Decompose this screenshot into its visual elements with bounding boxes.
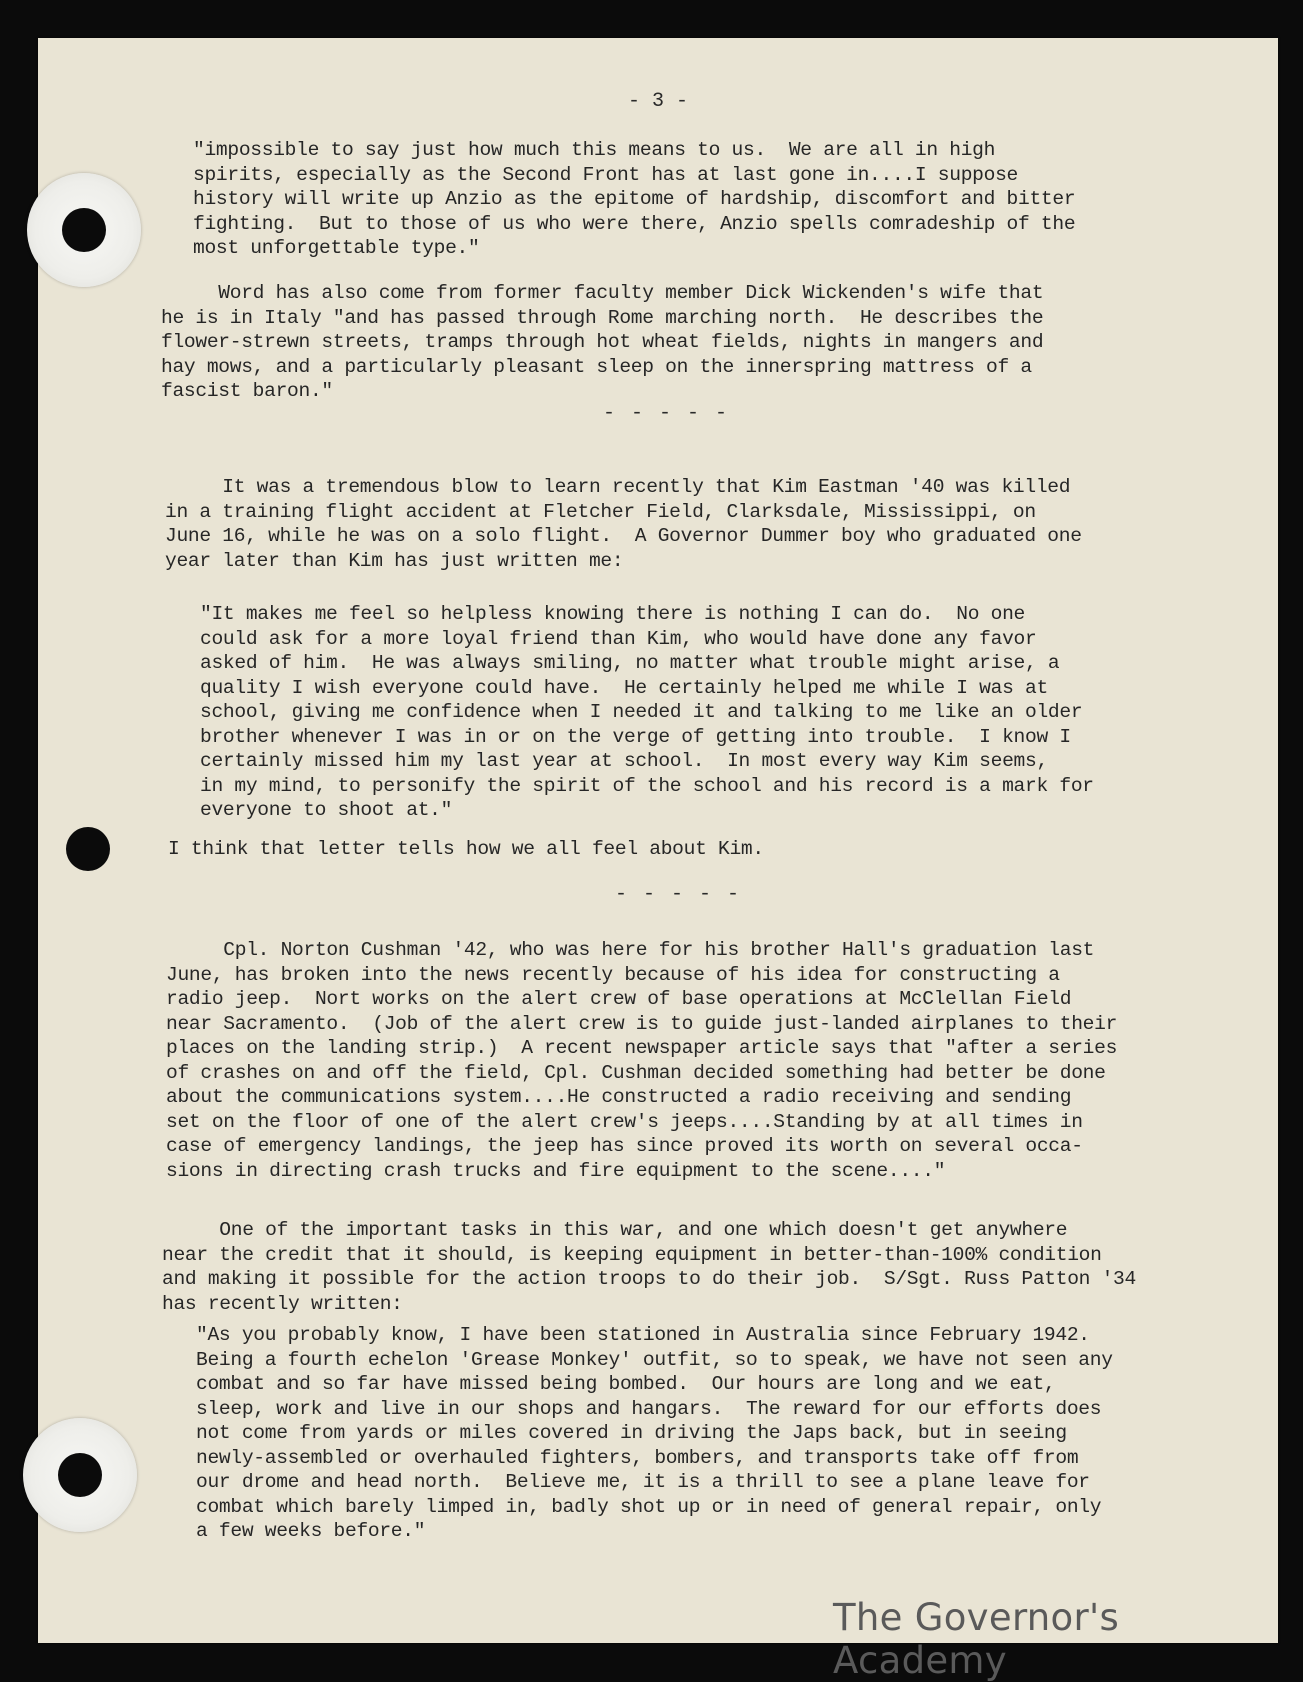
document-page xyxy=(38,38,1278,1682)
text-line: not come from yards or miles covered in driving the Japs back, but in seeing xyxy=(196,1422,1067,1444)
watermark: The Governor's Academy xyxy=(833,1596,1120,1682)
text-line: Being a fourth echelon 'Grease Monkey' outfit, so to speak, we have not seen any xyxy=(196,1348,1113,1371)
paragraph-eastman-letter xyxy=(200,602,1094,823)
paragraph-eastman xyxy=(165,475,1082,573)
paragraph-anzio-quote xyxy=(193,138,1075,261)
text-line: spirits, especially as the Second Front has at last gone in....I suppose xyxy=(193,163,1018,186)
paragraph-cushman xyxy=(166,938,1117,1183)
text-line: fighting. But to those of us who were there, Anzio spells comradeship of the xyxy=(193,212,1076,235)
text-line: case of emergency landings, the jeep has since proved its worth on several occa- xyxy=(166,1135,1083,1157)
text-line: and making it possible for the action troops to do their job. S/Sgt. Russ Patton '34 xyxy=(162,1268,1136,1290)
text-line: One of the important tasks in this war, and one which doesn't get anywhere xyxy=(162,1219,1068,1241)
text-line: quality I wish everyone could have. He certainly helped me while I was at xyxy=(200,676,1048,699)
text-line: It was a tremendous blow to learn recently that Kim Eastman '40 was killed xyxy=(165,476,1071,498)
text-line: fascist baron." xyxy=(161,380,333,402)
text-line: newly-assembled or overhauled fighters, bombers, and transports take off from xyxy=(196,1446,1079,1469)
text-line: brother whenever I was in or on the verge of getting into trouble. I know I xyxy=(200,725,1071,748)
text-line: radio jeep. Nort works on the alert crew of base operations at McClellan Field xyxy=(166,988,1072,1010)
text-line: in a training flight accident at Fletcher Field, Clarksdale, Mississippi, on xyxy=(165,500,1036,523)
text-line: near the credit that it should, is keeping equipment in better-than-100% condition xyxy=(162,1243,1102,1266)
text-line: our drome and head north. Believe me, it is a thrill to see a plane leave for xyxy=(196,1471,1090,1493)
punch-hole xyxy=(58,1453,102,1497)
punch-hole xyxy=(66,827,110,871)
paragraph-closing-kim xyxy=(168,837,764,862)
text-line: "impossible to say just how much this means to us. We are all in high xyxy=(193,139,996,161)
paragraph-wickenden xyxy=(161,281,1043,404)
text-line: Word has also come from former faculty member Dick Wickenden's wife that xyxy=(161,282,1044,304)
text-line: "As you probably know, I have been stationed in Australia since February 1942. xyxy=(196,1324,1090,1346)
text-line: sions in directing crash trucks and fire equipment to the scene...." xyxy=(166,1159,946,1182)
text-line: could ask for a more loyal friend than Kim, who would have done any favor xyxy=(200,627,1037,650)
text-line: about the communications system....He constructed a radio receiving and sending xyxy=(166,1086,1072,1108)
text-line: in my mind, to personify the spirit of the school and his record is a mark for xyxy=(200,774,1094,797)
text-line: most unforgettable type." xyxy=(193,237,480,259)
section-divider: - - - - - xyxy=(615,883,742,906)
text-line: hay mows, and a particularly pleasant sleep on the innerspring mattress of a xyxy=(161,355,1032,378)
text-line: school, giving me confidence when I needed it and talking to me like an older xyxy=(200,701,1083,723)
text-line: I think that letter tells how we all feel about Kim. xyxy=(168,838,764,860)
text-line: "It makes me feel so helpless knowing there is nothing I can do. No one xyxy=(200,603,1025,625)
punch-hole xyxy=(62,208,106,252)
text-line: sleep, work and live in our shops and hangars. The reward for our efforts does xyxy=(196,1397,1102,1420)
text-line: combat and so far have missed being bombed. Our hours are long and we eat, xyxy=(196,1373,1056,1395)
text-line: everyone to shoot at." xyxy=(200,799,453,821)
text-line: combat which barely limped in, badly shot up or in need of general repair, only xyxy=(196,1495,1102,1518)
text-line: history will write up Anzio as the epitome of hardship, discomfort and bitter xyxy=(193,188,1076,210)
text-line: places on the landing strip.) A recent newspaper article says that "after a series xyxy=(166,1037,1118,1059)
page-number: - 3 - xyxy=(627,90,688,113)
text-line: of crashes on and off the field, Cpl. Cushman decided something had better be done xyxy=(166,1061,1106,1084)
paragraph-patton-letter xyxy=(196,1323,1113,1544)
section-divider: - - - - - xyxy=(603,402,730,425)
text-line: certainly missed him my last year at school. In most every way Kim seems, xyxy=(200,750,1048,772)
text-line: he is in Italy "and has passed through Rome marching north. He describes the xyxy=(161,306,1044,329)
text-line: asked of him. He was always smiling, no matter what trouble might arise, a xyxy=(200,652,1060,674)
text-line: set on the floor of one of the alert crew's jeeps....Standing by at all times in xyxy=(166,1110,1083,1133)
paragraph-patton xyxy=(162,1218,1136,1316)
text-line: has recently written: xyxy=(162,1292,403,1315)
text-line: flower-strewn streets, tramps through hot wheat fields, nights in mangers and xyxy=(161,331,1044,353)
text-line: a few weeks before." xyxy=(196,1520,426,1542)
text-line: year later than Kim has just written me: xyxy=(165,549,624,572)
text-line: June 16, while he was on a solo flight. A Governor Dummer boy who graduated one xyxy=(165,525,1082,547)
text-line: June, has broken into the news recently because of his idea for constructing a xyxy=(166,963,1060,986)
text-line: near Sacramento. (Job of the alert crew is to guide just-landed airplanes to their xyxy=(166,1012,1118,1035)
text-line: Cpl. Norton Cushman '42, who was here for his brother Hall's graduation last xyxy=(166,939,1095,961)
